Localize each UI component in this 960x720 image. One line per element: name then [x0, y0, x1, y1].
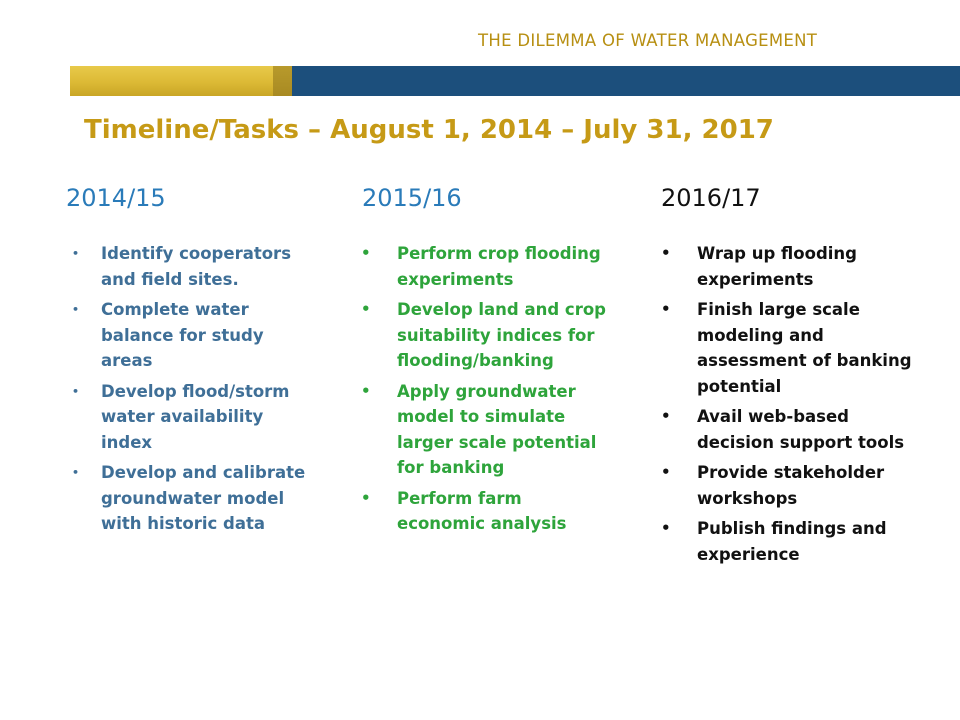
year-heading: 2015/16 [362, 184, 462, 212]
task-item [362, 379, 612, 481]
year-heading: 2016/17 [661, 184, 761, 212]
task-item [66, 379, 316, 456]
task-text: Finish large scale modeling and assessment of banking potential [697, 300, 912, 396]
task-text: Develop and calibrate groundwater model with historic data [101, 463, 306, 533]
bullet-icon: • [72, 466, 80, 479]
slide-title: Timeline/Tasks – August 1, 2014 – July 31, 2017 [84, 115, 774, 145]
timeline-column-2016-17 [661, 183, 931, 572]
task-text: Complete water balance for study areas [101, 300, 264, 370]
bullet-icon: • [361, 244, 371, 262]
task-item [362, 241, 612, 292]
task-item [66, 241, 316, 292]
task-text: Develop flood/storm water availability index [101, 381, 290, 452]
header-band-gold-dark [273, 66, 292, 96]
task-text: Apply groundwater model to simulate larger scale potential for banking [397, 381, 597, 477]
task-text: Perform farm economic analysis [397, 488, 567, 533]
task-text: Perform crop flooding experiments [397, 244, 601, 289]
task-item [66, 297, 316, 374]
bullet-icon: • [72, 303, 80, 316]
bullet-icon: • [661, 519, 671, 537]
bullet-icon: • [661, 244, 671, 262]
task-list [362, 241, 612, 537]
task-item [661, 297, 931, 399]
task-text: Wrap up flooding experiments [697, 244, 857, 289]
bullet-icon: • [361, 381, 371, 400]
task-text: Publish findings and experience [697, 519, 887, 564]
bullet-icon: • [661, 407, 671, 425]
bullet-icon: • [72, 247, 80, 260]
task-item [66, 460, 316, 537]
timeline-column-2015-16 [362, 183, 612, 542]
task-text: Identify cooperators and field sites. [101, 244, 292, 289]
task-item [661, 404, 931, 455]
year-heading: 2014/15 [66, 184, 166, 212]
bullet-icon: • [72, 384, 80, 398]
bullet-icon: • [661, 300, 671, 318]
bullet-icon: • [661, 463, 671, 481]
task-item [362, 486, 612, 537]
task-list [661, 241, 931, 567]
header-band-navy [292, 66, 960, 96]
header-band-gold [70, 66, 273, 96]
task-item [362, 297, 612, 374]
task-item [661, 241, 931, 292]
bullet-icon: • [361, 300, 371, 318]
task-text: Develop land and crop suitability indices for flooding/banking [397, 300, 606, 370]
task-text: Avail web-based decision support tools [697, 407, 905, 452]
task-item [661, 460, 931, 511]
timeline-column-2014-15 [66, 183, 316, 542]
task-item [661, 516, 931, 567]
bullet-icon: • [361, 488, 371, 507]
task-list [66, 241, 316, 537]
header-label: THE DILEMMA OF WATER MANAGEMENT [478, 31, 818, 50]
task-text: Provide stakeholder workshops [697, 463, 885, 508]
